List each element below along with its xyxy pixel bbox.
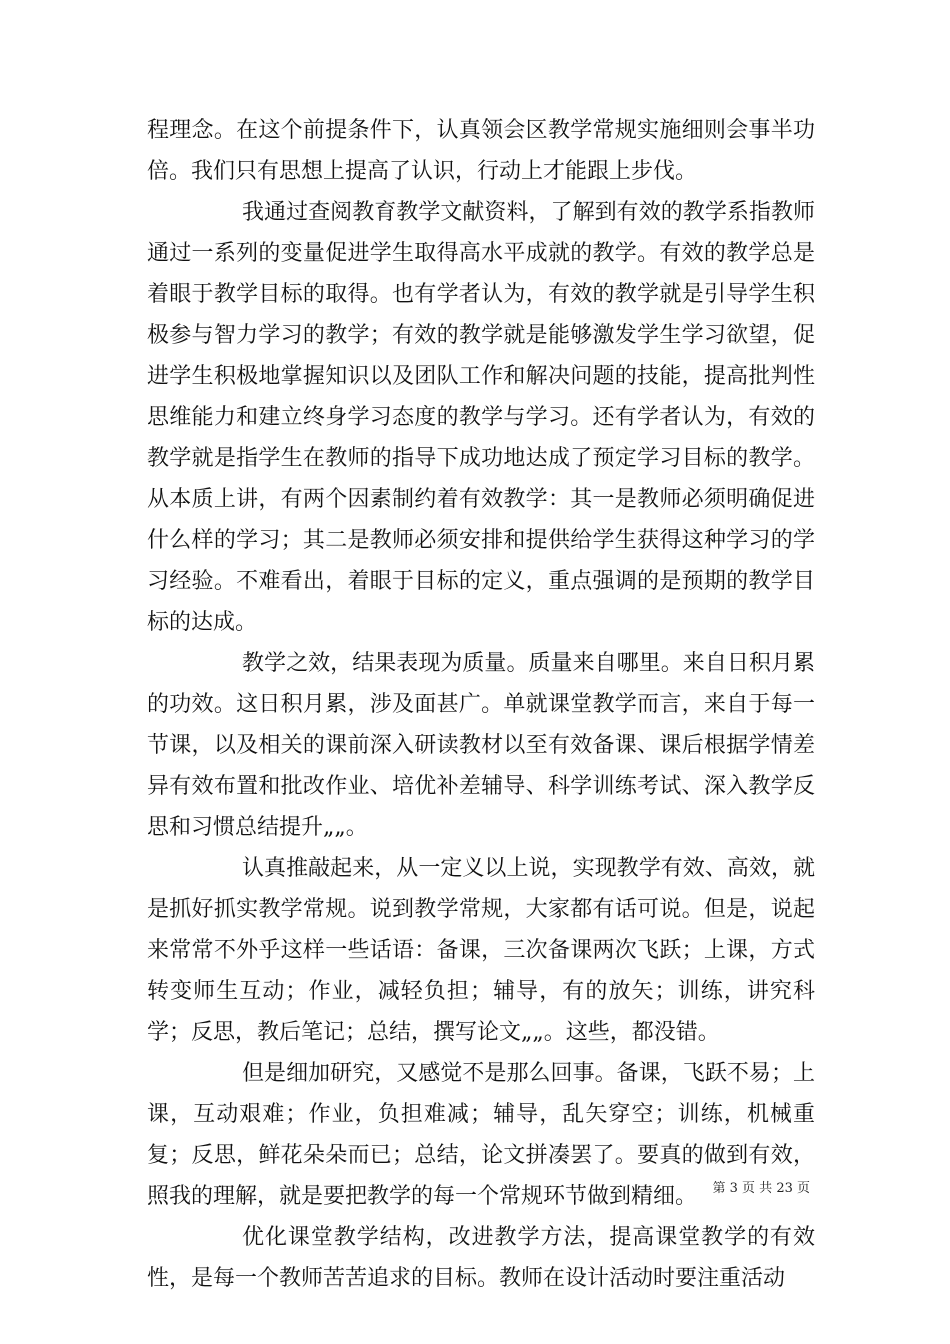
document-body bbox=[147, 110, 815, 1299]
paragraph-3: 教学之效，结果表现为质量。质量来自哪里。来自日积月累的功效。这日积月累，涉及面甚广。单就课堂教学而言，来自于每一节课，以及相关的课前深入研读教材以至有效备课、课后根据学情差异有效布置和批改作业、培优补差辅导、科学训练考试、深入教学反思和习惯总结提升„„。 bbox=[147, 651, 815, 840]
paragraph-6: 优化课堂教学结构，改进教学方法，提高课堂教学的有效性，是每一个教师苦苦追求的目标。教师在设计活动时要注重活动 bbox=[147, 1225, 815, 1291]
paragraph-5: 但是细加研究，又感觉不是那么回事。备课，飞跃不易；上课，互动艰难；作业，负担难减；辅导，乱矢穿空；训练，机械重复；反思，鲜花朵朵而已；总结，论文拼凑罢了。要真的做到有效，照我的理解，就是要把教学的每一个常规环节做到精细。 bbox=[147, 1061, 815, 1209]
paragraph-4: 认真推敲起来，从一定义以上说，实现教学有效、高效，就是抓好抓实教学常规。说到教学常规，大家都有话可说。但是，说起来常常不外乎这样一些话语：备课，三次备课两次飞跃；上课，方式转变师生互动；作业，减轻负担；辅导，有的放矢；训练，讲究科学；反思，教后笔记；总结，撰写论文„„。这些，都没错。 bbox=[147, 856, 815, 1045]
page-number-footer: 第 3 页 共 23 页 bbox=[712, 1181, 810, 1196]
paragraph-1: 程理念。在这个前提条件下，认真领会区教学常规实施细则会事半功倍。我们只有思想上提高了认识，行动上才能跟上步伐。 bbox=[147, 118, 815, 184]
paragraph-2: 我通过查阅教育教学文献资料，了解到有效的教学系指教师通过一系列的变量促进学生取得高水平成就的教学。有效的教学总是着眼于教学目标的取得。也有学者认为，有效的教学就是引导学生积极参与智力学习的教学；有效的教学就是能够激发学生学习欲望，促进学生积极地掌握知识以及团队工作和解决问题的技能，提高批判性思维能力和建立终身学习态度的教学与学习。还有学者认为，有效的教学就是指学生在教师的指导下成功地达成了预定学习目标的教学。从本质上讲，有两个因素制约着有效教学：其一是教师必须明确促进什么样的学习；其二是教师必须安排和提供给学生获得这种学习的学习经验。不难看出，着眼于目标的定义，重点强调的是预期的教学目标的达成。 bbox=[147, 200, 815, 635]
